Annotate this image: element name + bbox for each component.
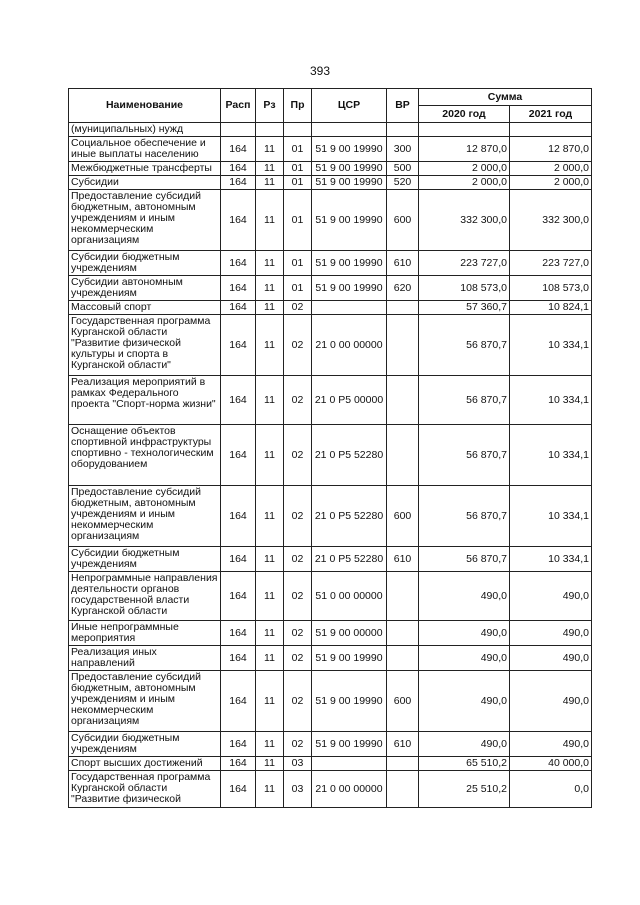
cell-rasp: 164 — [221, 425, 256, 486]
cell-vr: 600 — [387, 190, 419, 251]
cell-rz: 11 — [256, 315, 284, 376]
cell-pr: 01 — [284, 137, 312, 162]
cell-rasp: 164 — [221, 486, 256, 547]
cell-rasp: 164 — [221, 757, 256, 771]
table-row — [69, 671, 592, 732]
cell-rz: 11 — [256, 425, 284, 486]
cell-rz: 11 — [256, 486, 284, 547]
cell-y2020: 56 870,7 — [419, 425, 510, 486]
cell-y2021: 332 300,0 — [510, 190, 592, 251]
table-row — [69, 137, 592, 162]
cell-y2021: 10 334,1 — [510, 547, 592, 572]
cell-vr: 610 — [387, 547, 419, 572]
cell-rz: 11 — [256, 732, 284, 757]
cell-y2020: 490,0 — [419, 621, 510, 646]
header-year-2021: 2021 год — [510, 106, 592, 123]
header-pr: Пр — [284, 89, 312, 123]
cell-y2020: 56 870,7 — [419, 486, 510, 547]
cell-y2020: 223 727,0 — [419, 251, 510, 276]
budget-table — [68, 88, 592, 808]
cell-rasp: 164 — [221, 276, 256, 301]
cell-csr — [312, 301, 387, 315]
cell-y2021: 490,0 — [510, 572, 592, 621]
table-row — [69, 732, 592, 757]
cell-y2021: 10 334,1 — [510, 486, 592, 547]
table-row — [69, 176, 592, 190]
cell-y2020: 490,0 — [419, 671, 510, 732]
cell-vr — [387, 123, 419, 137]
cell-rasp: 164 — [221, 547, 256, 572]
cell-pr: 02 — [284, 671, 312, 732]
cell-vr: 600 — [387, 486, 419, 547]
cell-rasp: 164 — [221, 376, 256, 425]
cell-y2021: 10 824,1 — [510, 301, 592, 315]
cell-csr: 21 0 00 00000 — [312, 315, 387, 376]
cell-rz: 11 — [256, 190, 284, 251]
table-row — [69, 572, 592, 621]
cell-y2020: 490,0 — [419, 732, 510, 757]
cell-vr — [387, 376, 419, 425]
cell-rasp: 164 — [221, 190, 256, 251]
cell-rz: 11 — [256, 137, 284, 162]
cell-vr — [387, 771, 419, 808]
cell-csr — [312, 123, 387, 137]
cell-csr: 51 9 00 19990 — [312, 646, 387, 671]
header-rz: Рз — [256, 89, 284, 123]
cell-name: Оснащение объектов спортивной инфраструктуры спортивно - технологическим оборудованием — [69, 425, 221, 486]
cell-name: Государственная программа Курганской области "Развитие физической культуры и спорта в Курганской области" — [69, 315, 221, 376]
cell-y2020: 332 300,0 — [419, 190, 510, 251]
cell-vr: 620 — [387, 276, 419, 301]
cell-vr — [387, 315, 419, 376]
cell-vr: 610 — [387, 251, 419, 276]
cell-y2021: 490,0 — [510, 646, 592, 671]
header-year-2020: 2020 год — [419, 106, 510, 123]
cell-rasp: 164 — [221, 732, 256, 757]
cell-csr: 51 9 00 00000 — [312, 621, 387, 646]
cell-pr: 02 — [284, 315, 312, 376]
cell-y2021: 2 000,0 — [510, 162, 592, 176]
cell-rz: 11 — [256, 301, 284, 315]
cell-y2020: 2 000,0 — [419, 176, 510, 190]
header-name: Наименование — [69, 89, 221, 123]
cell-pr: 01 — [284, 162, 312, 176]
cell-name: Субсидии бюджетным учреждениям — [69, 732, 221, 757]
table-row — [69, 425, 592, 486]
cell-csr: 51 9 00 19990 — [312, 162, 387, 176]
cell-rasp: 164 — [221, 137, 256, 162]
cell-pr: 02 — [284, 572, 312, 621]
cell-y2020: 12 870,0 — [419, 137, 510, 162]
cell-name: Реализация иных направлений — [69, 646, 221, 671]
cell-vr — [387, 572, 419, 621]
cell-csr: 51 9 00 19990 — [312, 176, 387, 190]
header-sum: Сумма — [419, 89, 592, 106]
cell-name: Межбюджетные трансферты — [69, 162, 221, 176]
table-row — [69, 376, 592, 425]
cell-y2021: 2 000,0 — [510, 176, 592, 190]
cell-vr — [387, 301, 419, 315]
table-row — [69, 276, 592, 301]
cell-name: Субсидии бюджетным учреждениям — [69, 547, 221, 572]
cell-name: Спорт высших достижений — [69, 757, 221, 771]
cell-rasp: 164 — [221, 621, 256, 646]
cell-vr: 610 — [387, 732, 419, 757]
table-row — [69, 315, 592, 376]
cell-vr: 300 — [387, 137, 419, 162]
cell-y2020 — [419, 123, 510, 137]
cell-vr: 500 — [387, 162, 419, 176]
cell-pr — [284, 123, 312, 137]
cell-rasp: 164 — [221, 176, 256, 190]
cell-vr — [387, 757, 419, 771]
cell-csr: 51 9 00 19990 — [312, 732, 387, 757]
cell-rz: 11 — [256, 176, 284, 190]
cell-vr — [387, 425, 419, 486]
cell-pr: 02 — [284, 301, 312, 315]
cell-csr: 51 9 00 19990 — [312, 671, 387, 732]
cell-y2021: 12 870,0 — [510, 137, 592, 162]
table-row — [69, 621, 592, 646]
cell-rasp: 164 — [221, 162, 256, 176]
cell-vr — [387, 646, 419, 671]
cell-csr: 51 9 00 19990 — [312, 137, 387, 162]
cell-rasp: 164 — [221, 771, 256, 808]
table-row — [69, 547, 592, 572]
cell-rz: 11 — [256, 162, 284, 176]
cell-csr: 21 0 P5 52280 — [312, 486, 387, 547]
cell-y2021: 223 727,0 — [510, 251, 592, 276]
cell-csr: 51 0 00 00000 — [312, 572, 387, 621]
cell-rz: 11 — [256, 547, 284, 572]
cell-y2020: 490,0 — [419, 572, 510, 621]
table-row — [69, 190, 592, 251]
cell-csr: 51 9 00 19990 — [312, 276, 387, 301]
cell-pr: 01 — [284, 176, 312, 190]
cell-rasp: 164 — [221, 572, 256, 621]
cell-csr: 51 9 00 19990 — [312, 190, 387, 251]
cell-y2021: 40 000,0 — [510, 757, 592, 771]
cell-csr: 21 0 P5 00000 — [312, 376, 387, 425]
cell-y2020: 65 510,2 — [419, 757, 510, 771]
cell-y2020: 56 870,7 — [419, 376, 510, 425]
cell-name: Предоставление субсидий бюджетным, автономным учреждениям и иным некоммерческим организациям — [69, 190, 221, 251]
table-row — [69, 486, 592, 547]
cell-pr: 02 — [284, 646, 312, 671]
header-rasp: Расп — [221, 89, 256, 123]
cell-rz: 11 — [256, 621, 284, 646]
cell-rz: 11 — [256, 771, 284, 808]
header-row-top — [69, 89, 592, 106]
cell-rz: 11 — [256, 757, 284, 771]
cell-y2020: 56 870,7 — [419, 547, 510, 572]
cell-rz — [256, 123, 284, 137]
cell-y2020: 56 870,7 — [419, 315, 510, 376]
table-row — [69, 771, 592, 808]
cell-name: (муниципальных) нужд — [69, 123, 221, 137]
cell-y2021: 490,0 — [510, 732, 592, 757]
cell-name: Социальное обеспечение и иные выплаты населению — [69, 137, 221, 162]
cell-vr: 520 — [387, 176, 419, 190]
cell-rz: 11 — [256, 646, 284, 671]
cell-pr: 02 — [284, 547, 312, 572]
page-number: 393 — [309, 64, 331, 78]
header-vr: ВР — [387, 89, 419, 123]
table-row — [69, 251, 592, 276]
cell-rz: 11 — [256, 276, 284, 301]
cell-y2021: 108 573,0 — [510, 276, 592, 301]
cell-y2021: 10 334,1 — [510, 376, 592, 425]
table-row — [69, 757, 592, 771]
cell-y2021: 10 334,1 — [510, 425, 592, 486]
table-row — [69, 301, 592, 315]
cell-rz: 11 — [256, 671, 284, 732]
cell-pr: 01 — [284, 276, 312, 301]
cell-csr: 51 9 00 19990 — [312, 251, 387, 276]
cell-y2021: 490,0 — [510, 621, 592, 646]
cell-name: Субсидии автономным учреждениям — [69, 276, 221, 301]
cell-y2021: 490,0 — [510, 671, 592, 732]
cell-name: Субсидии бюджетным учреждениям — [69, 251, 221, 276]
cell-vr: 600 — [387, 671, 419, 732]
cell-name: Иные непрограммные мероприятия — [69, 621, 221, 646]
cell-pr: 01 — [284, 251, 312, 276]
cell-y2021: 10 334,1 — [510, 315, 592, 376]
cell-y2020: 57 360,7 — [419, 301, 510, 315]
cell-rasp: 164 — [221, 646, 256, 671]
cell-y2020: 108 573,0 — [419, 276, 510, 301]
cell-csr — [312, 757, 387, 771]
cell-y2021 — [510, 123, 592, 137]
cell-name: Предоставление субсидий бюджетным, автономным учреждениям и иным некоммерческим организациям — [69, 671, 221, 732]
cell-csr: 21 0 P5 52280 — [312, 547, 387, 572]
cell-name: Реализация мероприятий в рамках Федерального проекта "Спорт-норма жизни" — [69, 376, 221, 425]
cell-pr: 03 — [284, 771, 312, 808]
table-row — [69, 123, 592, 137]
cell-pr: 02 — [284, 425, 312, 486]
cell-name: Субсидии — [69, 176, 221, 190]
cell-rz: 11 — [256, 376, 284, 425]
table-row — [69, 162, 592, 176]
cell-rz: 11 — [256, 572, 284, 621]
cell-name: Непрограммные направления деятельности органов государственной власти Курганской области — [69, 572, 221, 621]
cell-y2021: 0,0 — [510, 771, 592, 808]
cell-pr: 02 — [284, 621, 312, 646]
table-body — [69, 123, 592, 808]
cell-rz: 11 — [256, 251, 284, 276]
cell-name: Предоставление субсидий бюджетным, автономным учреждениям и иным некоммерческим организациям — [69, 486, 221, 547]
cell-rasp: 164 — [221, 315, 256, 376]
cell-pr: 02 — [284, 732, 312, 757]
cell-rasp: 164 — [221, 251, 256, 276]
cell-csr: 21 0 P5 52280 — [312, 425, 387, 486]
cell-pr: 02 — [284, 376, 312, 425]
cell-csr: 21 0 00 00000 — [312, 771, 387, 808]
cell-name: Массовый спорт — [69, 301, 221, 315]
cell-pr: 03 — [284, 757, 312, 771]
cell-rasp: 164 — [221, 301, 256, 315]
table-row — [69, 646, 592, 671]
cell-rasp — [221, 123, 256, 137]
cell-y2020: 490,0 — [419, 646, 510, 671]
header-csr: ЦСР — [312, 89, 387, 123]
cell-y2020: 25 510,2 — [419, 771, 510, 808]
cell-y2020: 2 000,0 — [419, 162, 510, 176]
cell-rasp: 164 — [221, 671, 256, 732]
cell-name: Государственная программа Курганской области "Развитие физической — [69, 771, 221, 808]
cell-pr: 02 — [284, 486, 312, 547]
cell-pr: 01 — [284, 190, 312, 251]
cell-vr — [387, 621, 419, 646]
